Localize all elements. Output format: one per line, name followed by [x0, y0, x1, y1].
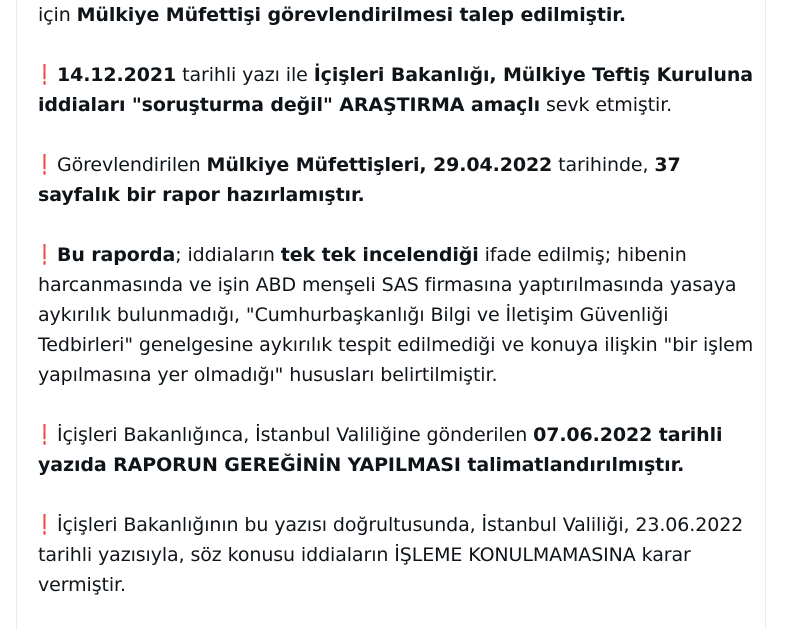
tweet-text-bold: İçişleri Bakanlığı, Mülkiye Teftiş Kuruluna iddiaları "soruşturma değil" ARAŞTIRMA amaçlı: [38, 64, 753, 116]
tweet-text-fragment: tarihinde,: [552, 154, 655, 176]
tweet-text-fragment: sevk etmiştir.: [540, 94, 673, 116]
tweet-text-fragment: ifade edilmiş; hibenin harcanmasında ve işin ABD menşeli SAS firmasına yaptırılmasında yasaya aykırılık bulunmadığı, "Cumhurbaşkanlığı Bilgi ve İletişim Güvenliği Tedbirleri" genelgesine aykırılık tespit edilmediği ve konuya ilişkin "bir işlem yapılmasına yer olmadığı" hususları belirtilmiştir.: [38, 244, 754, 386]
date-text: 14.12.2021: [56, 64, 177, 86]
tweet-text-bold: 37 sayfalık bir rapor hazırlamıştır.: [38, 154, 681, 206]
tweet-text-bold: Bu raporda: [56, 244, 176, 266]
tweet-text-fragment: için: [38, 4, 77, 26]
tweet-text-fragment: İçişleri Bakanlığının bu yazısı doğrultusunda, İstanbul Valiliği, 23.06.2022 tarihli yazısıyla, söz konusu iddiaların İŞLEME KONULMAMASINA karar vermiştir.: [38, 514, 744, 596]
exclamation-icon: ❗: [38, 154, 51, 176]
exclamation-icon: ❗: [38, 514, 51, 536]
tweet-text-fragment: ; iddiaların: [175, 244, 281, 266]
tweet-text-bold: Mülkiye Müfettişi görevlendirilmesi talep edilmiştir.: [76, 4, 626, 26]
tweet-card: [16, 0, 766, 630]
tweet-paragraph-4: [38, 420, 763, 480]
tweet-text: [38, 0, 763, 630]
tweet-text-bold: Mülkiye Müfettişleri, 29.04.2022: [206, 154, 553, 176]
tweet-paragraph-3: [38, 240, 763, 390]
tweet-text-fragment: tarihli yazı ile: [176, 64, 314, 86]
tweet-paragraph-0: [38, 0, 763, 30]
tweet-text-bold: 07.06.2022 tarihli yazıda RAPORUN GEREĞİNİN YAPILMASI talimatlandırılmıştır.: [38, 424, 723, 476]
exclamation-icon: ❗: [38, 424, 51, 446]
tweet-paragraph-1: [38, 60, 763, 120]
tweet-text-fragment: İçişleri Bakanlığınca, İstanbul Valiliğine gönderilen: [51, 424, 534, 446]
tweet-text-bold: tek tek incelendiği: [280, 244, 479, 266]
tweet-paragraph-2: [38, 150, 763, 210]
exclamation-icon: ❗: [38, 64, 51, 86]
exclamation-icon: ❗: [38, 244, 51, 266]
tweet-text-fragment: Görevlendirilen: [51, 154, 207, 176]
tweet-paragraph-5: [38, 510, 763, 600]
